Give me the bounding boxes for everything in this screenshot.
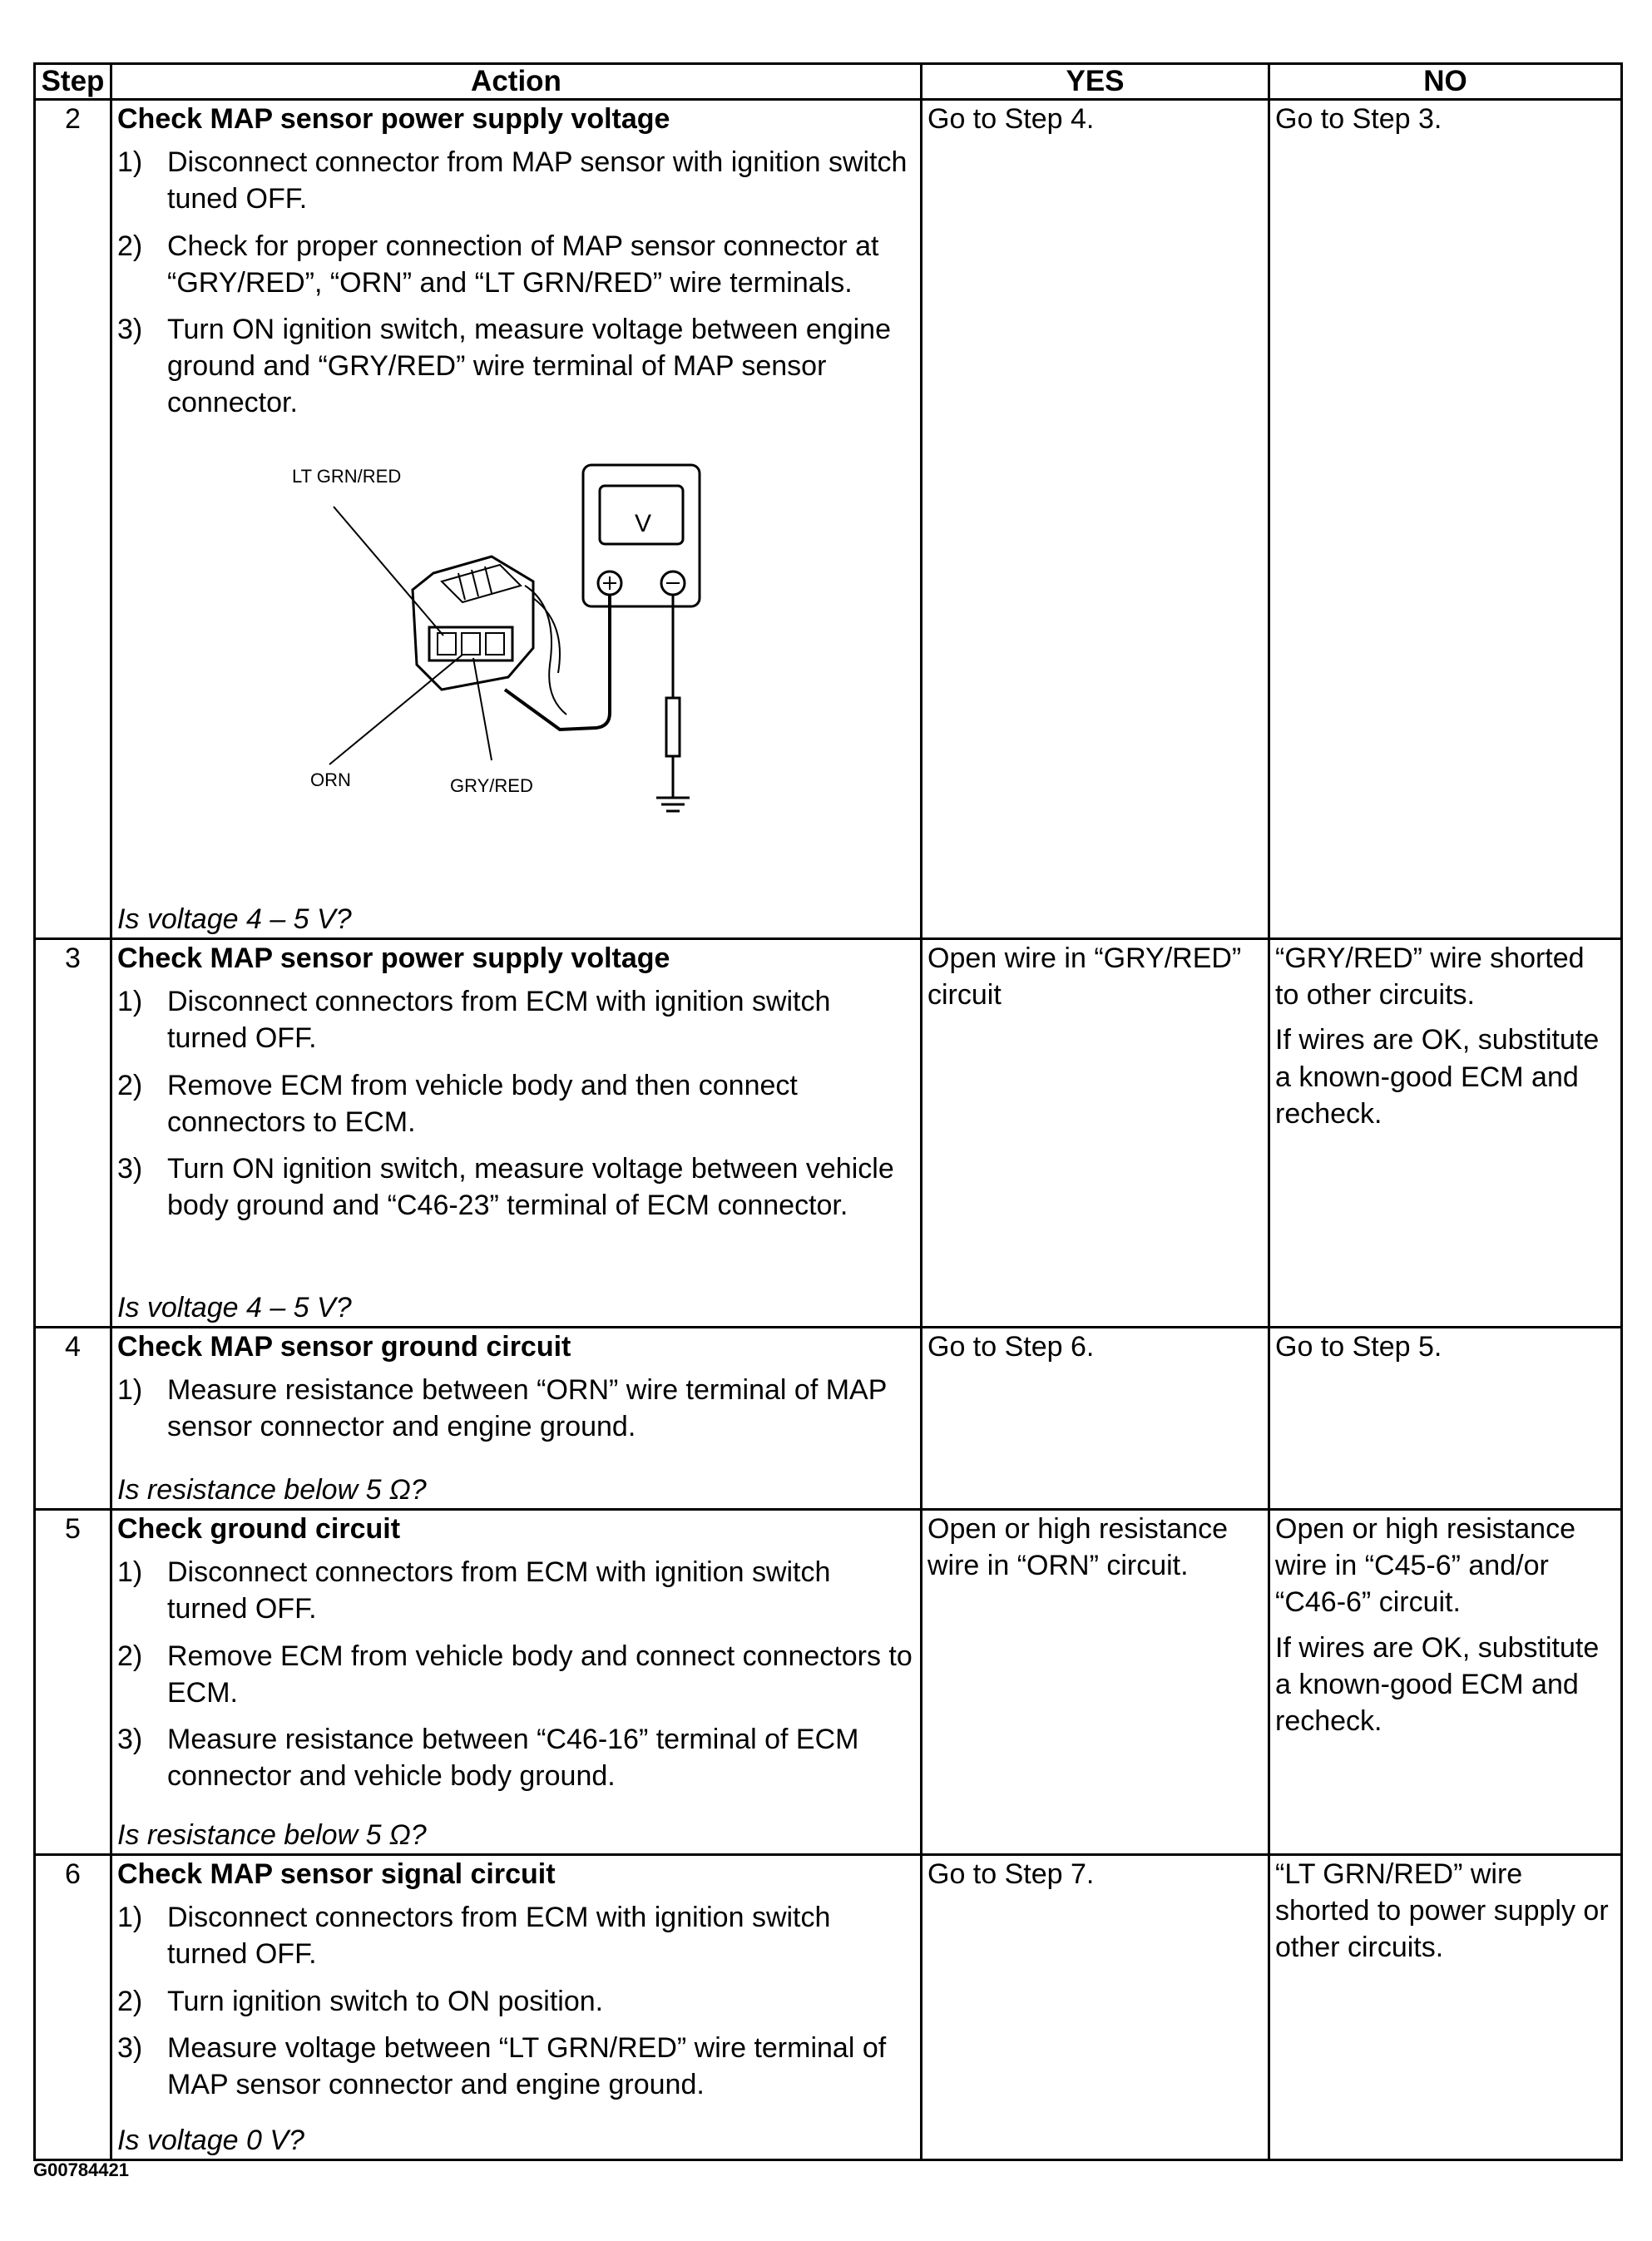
action-cell <box>111 1855 922 2160</box>
item-number: 2) <box>117 1069 143 1101</box>
list-item <box>117 1638 913 1711</box>
yes-cell <box>922 939 1269 1328</box>
header-row <box>35 64 1622 100</box>
instruction-list <box>117 1372 913 1455</box>
action-title: Check ground circuit <box>117 1513 401 1545</box>
action-title: Check MAP sensor power supply voltage <box>117 103 670 135</box>
yes-text: Open wire in “GRY/RED” circuit <box>927 942 1242 1012</box>
no-text: “GRY/RED” wire shorted to other circuits. <box>1275 942 1585 1012</box>
list-item <box>117 1372 913 1445</box>
item-number: 1) <box>117 1374 143 1407</box>
list-item <box>117 1554 913 1627</box>
no-text: If wires are OK, substitute a known-good ECM and recheck. <box>1275 1631 1600 1737</box>
figure-code: G00784421 <box>33 2159 129 2180</box>
item-text: Check for proper connection of MAP sensor connector at “GRY/RED”, “ORN” and “LT GRN/RED” wire terminals. <box>167 230 879 299</box>
no-text: Open or high resistance wire in “C45-6” and/or “C46-6” circuit. <box>1275 1513 1575 1619</box>
yes-cell <box>922 100 1269 939</box>
step-number: 3 <box>35 939 111 1328</box>
action-question: Is voltage 0 V? <box>117 2124 304 2156</box>
yes-text: Go to Step 7. <box>927 1858 1095 1890</box>
action-question: Is voltage 4 – 5 V? <box>117 1291 352 1323</box>
item-number: 1) <box>117 986 143 1018</box>
instruction-list <box>117 1554 913 1804</box>
no-cell <box>1269 100 1622 939</box>
action-cell <box>111 100 922 939</box>
no-cell <box>1269 1510 1622 1855</box>
item-number: 1) <box>117 146 143 179</box>
item-number: 2) <box>117 1640 143 1672</box>
instruction-list <box>117 1899 913 2113</box>
action-title: Check MAP sensor power supply voltage <box>117 942 670 974</box>
item-number: 3) <box>117 1152 143 1185</box>
header-step: Step <box>35 64 111 100</box>
item-text: Turn ignition switch to ON position. <box>167 1985 604 2017</box>
list-item <box>117 2030 913 2103</box>
item-text: Disconnect connectors from ECM with ignition switch turned OFF. <box>167 1902 831 1971</box>
item-text: Remove ECM from vehicle body and connect connectors to ECM. <box>167 1640 913 1709</box>
item-text: Turn ON ignition switch, measure voltage between engine ground and “GRY/RED” wire terminal of MAP sensor connector. <box>167 313 891 419</box>
action-title: Check MAP sensor signal circuit <box>117 1858 556 1890</box>
diagnostic-table <box>33 62 1623 2161</box>
yes-text: Go to Step 4. <box>927 103 1095 135</box>
list-item <box>117 1067 913 1140</box>
action-question: Is resistance below 5 Ω? <box>117 1818 427 1851</box>
step-number: 4 <box>35 1328 111 1510</box>
item-number: 3) <box>117 2031 143 2064</box>
yes-cell <box>922 1328 1269 1510</box>
list-item <box>117 1150 913 1224</box>
list-item <box>117 1899 913 1972</box>
label-lt-grn-red: LT GRN/RED <box>292 465 402 487</box>
item-number: 2) <box>117 230 143 262</box>
item-text: Disconnect connector from MAP sensor with ignition switch tuned OFF. <box>167 146 908 215</box>
no-cell <box>1269 1328 1622 1510</box>
action-question: Is voltage 4 – 5 V? <box>117 903 352 935</box>
header-yes: YES <box>922 64 1269 100</box>
no-cell <box>1269 939 1622 1328</box>
item-number: 2) <box>117 1985 143 2017</box>
table-row <box>35 1510 1622 1855</box>
voltmeter-diagram <box>250 448 766 839</box>
meter-volt-label: V <box>635 509 652 537</box>
action-title: Check MAP sensor ground circuit <box>117 1331 571 1363</box>
yes-cell <box>922 1855 1269 2160</box>
action-question: Is resistance below 5 Ω? <box>117 1473 427 1506</box>
item-text: Turn ON ignition switch, measure voltage between vehicle body ground and “C46-23” terminal of ECM connector. <box>167 1152 894 1222</box>
step-number: 6 <box>35 1855 111 2160</box>
yes-cell <box>922 1510 1269 1855</box>
item-number: 1) <box>117 1902 143 1934</box>
table-row <box>35 1855 1622 2160</box>
step-number: 5 <box>35 1510 111 1855</box>
step-number: 2 <box>35 100 111 939</box>
table-row <box>35 100 1622 939</box>
no-text: “LT GRN/RED” wire shorted to power supply or other circuits. <box>1275 1858 1609 1964</box>
label-gry-red: GRY/RED <box>450 774 533 796</box>
list-item <box>117 144 913 217</box>
list-item <box>117 311 913 422</box>
item-text: Measure voltage between “LT GRN/RED” wire terminal of MAP sensor connector and engine ground. <box>167 2031 887 2100</box>
yes-text: Go to Step 6. <box>927 1331 1095 1363</box>
table-row <box>35 1328 1622 1510</box>
list-item <box>117 1721 913 1794</box>
no-text: Go to Step 3. <box>1275 103 1442 135</box>
item-text: Measure resistance between “C46-16” terminal of ECM connector and vehicle body ground. <box>167 1723 859 1793</box>
action-cell <box>111 939 922 1328</box>
no-text: Go to Step 5. <box>1275 1331 1442 1363</box>
instruction-list <box>117 983 913 1234</box>
header-action: Action <box>111 64 922 100</box>
no-cell <box>1269 1855 1622 2160</box>
item-text: Remove ECM from vehicle body and then connect connectors to ECM. <box>167 1069 798 1138</box>
list-item <box>117 983 913 1056</box>
action-cell <box>111 1328 922 1510</box>
table-row <box>35 939 1622 1328</box>
no-text: If wires are OK, substitute a known-good ECM and recheck. <box>1275 1024 1600 1130</box>
action-cell <box>111 1510 922 1855</box>
item-number: 3) <box>117 313 143 345</box>
item-text: Disconnect connectors from ECM with ignition switch turned OFF. <box>167 986 831 1055</box>
list-item <box>117 228 913 301</box>
item-number: 1) <box>117 1556 143 1589</box>
label-orn: ORN <box>310 769 351 790</box>
list-item <box>117 1983 913 2020</box>
item-text: Disconnect connectors from ECM with ignition switch turned OFF. <box>167 1556 831 1625</box>
instruction-list <box>117 144 913 431</box>
header-no: NO <box>1269 64 1622 100</box>
item-number: 3) <box>117 1723 143 1755</box>
item-text: Measure resistance between “ORN” wire terminal of MAP sensor connector and engine ground. <box>167 1374 887 1443</box>
yes-text: Open or high resistance wire in “ORN” circuit. <box>927 1513 1228 1582</box>
